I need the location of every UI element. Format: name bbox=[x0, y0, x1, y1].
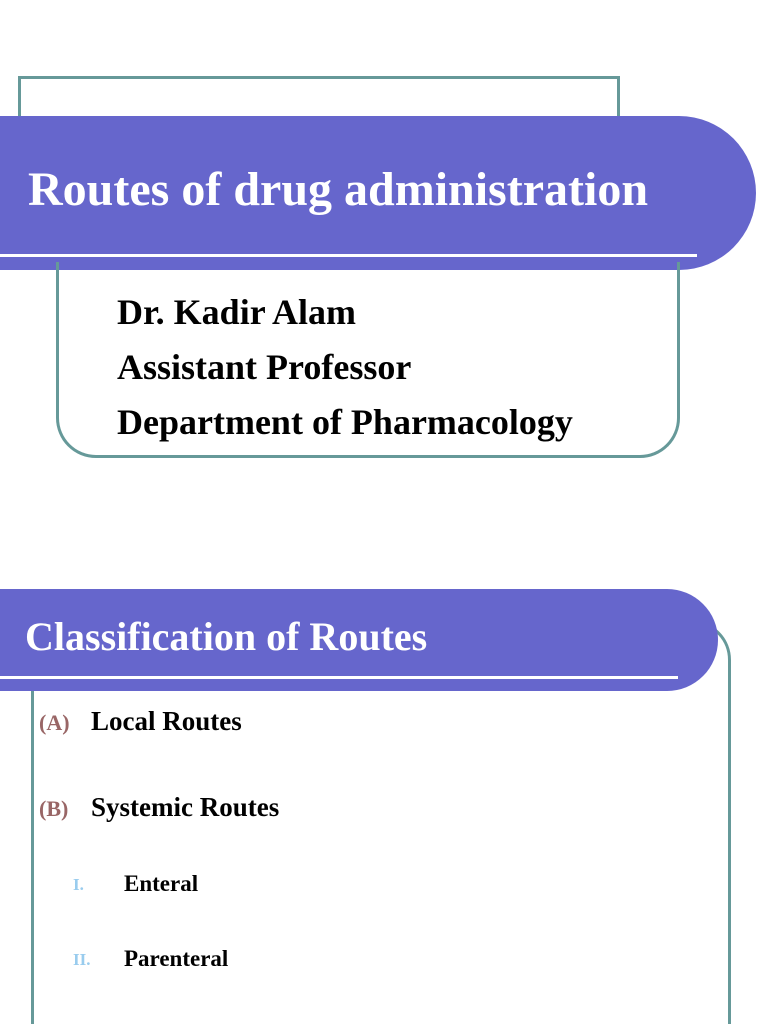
author-position: Assistant Professor bbox=[117, 347, 412, 387]
list-marker: (A) bbox=[39, 710, 70, 735]
list-item-label: Systemic Routes bbox=[91, 792, 280, 822]
title-slide-heading: Routes of drug administration bbox=[28, 163, 649, 216]
sub-list-marker: I. bbox=[73, 875, 84, 894]
sub-list-marker: II. bbox=[73, 950, 91, 969]
sub-list-item-label: Enteral bbox=[124, 871, 199, 896]
list-item-label: Local Routes bbox=[91, 706, 242, 736]
author-name: Dr. Kadir Alam bbox=[117, 292, 357, 332]
sub-list-item-label: Parenteral bbox=[124, 946, 229, 971]
banner-underline bbox=[0, 254, 697, 257]
author-department: Department of Pharmacology bbox=[117, 402, 573, 442]
list-marker: (B) bbox=[39, 796, 69, 821]
classification-slide-banner bbox=[0, 589, 718, 691]
banner-underline bbox=[0, 676, 678, 679]
classification-heading: Classification of Routes bbox=[25, 614, 428, 659]
